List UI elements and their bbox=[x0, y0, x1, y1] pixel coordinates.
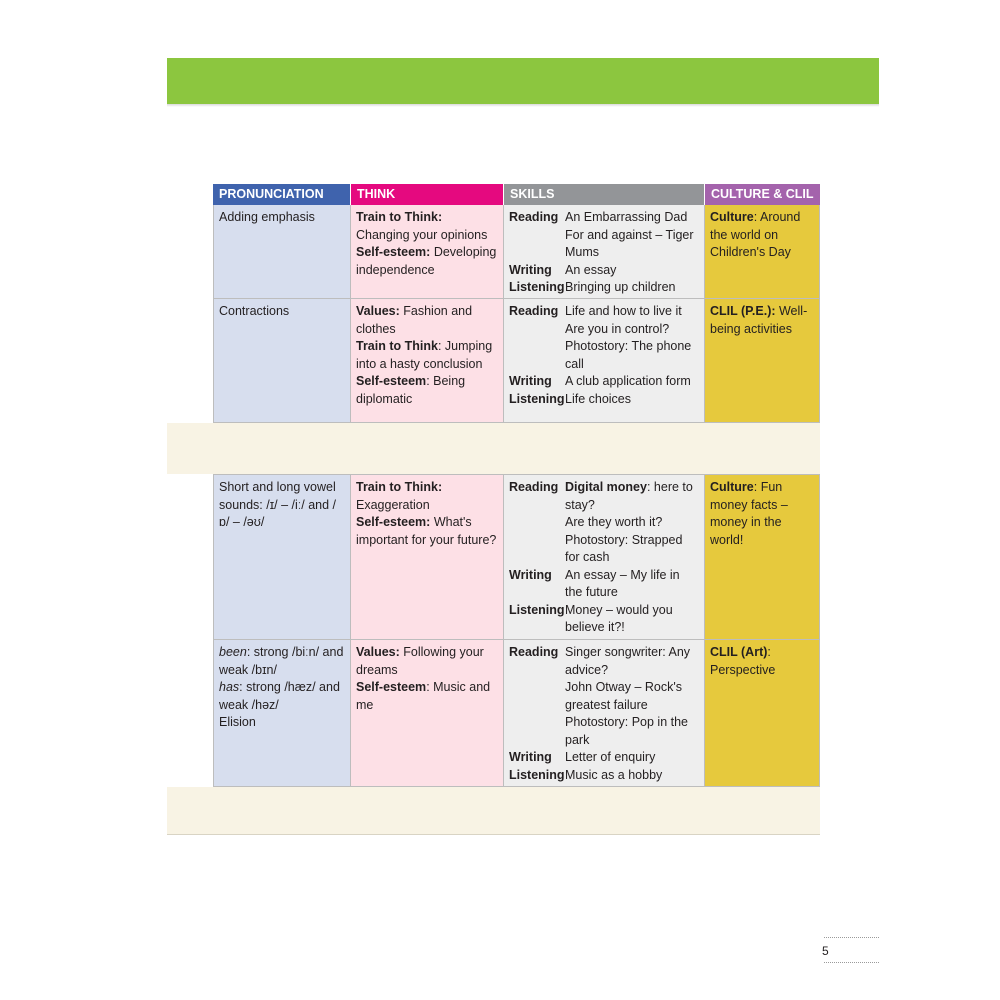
think-item: Train to Think: Jumping into a hasty conclusion bbox=[356, 339, 493, 371]
row4-culture: CLIL (Art): Perspective bbox=[705, 640, 820, 787]
think-item: Self-esteem: Developing independence bbox=[356, 245, 497, 277]
row3-skills bbox=[504, 474, 705, 640]
page-number: 5 bbox=[822, 944, 829, 958]
row2-skills bbox=[504, 299, 705, 423]
header-skills: SKILLS bbox=[504, 184, 705, 205]
header-culture: CULTURE & CLIL bbox=[705, 184, 820, 205]
think-item: Self-esteem: What's important for your future? bbox=[356, 515, 497, 547]
think-item: Self-esteem: Music and me bbox=[356, 680, 491, 712]
row2-pronunciation: Contractions bbox=[213, 299, 351, 423]
header-pronunciation: PRONUNCIATION bbox=[213, 184, 351, 205]
row1-culture: Culture: Around the world on Children's Day bbox=[705, 205, 820, 299]
row4-skills bbox=[504, 640, 705, 787]
row2-think bbox=[351, 299, 504, 423]
think-item: Train to Think: Exaggeration bbox=[356, 480, 443, 512]
skill-reading: Reading Singer songwriter: Any advice? John Otway – Rock's greatest failure Photostory: Pop in the park bbox=[509, 645, 691, 747]
unit-header-bar bbox=[167, 58, 879, 104]
header-shadow bbox=[167, 104, 879, 107]
skill-listening: Listening Music as a hobby bbox=[509, 767, 663, 782]
skill-writing: Writing A club application form bbox=[509, 374, 691, 388]
unit-divider-band bbox=[167, 423, 820, 474]
skill-reading: Reading An Embarrassing Dad For and against – Tiger Mums bbox=[509, 210, 694, 259]
row3-pronunciation: Short and long vowel sounds: /ɪ/ – /iː/ and /ɒ/ – /əʊ/ bbox=[213, 474, 351, 640]
row1-skills bbox=[504, 205, 705, 299]
row1-think bbox=[351, 205, 504, 299]
pron-item: been: strong /biːn/ and weak /bɪn/ bbox=[219, 645, 344, 677]
think-item: Values: Following your dreams bbox=[356, 645, 484, 677]
row3-culture: Culture: Fun money facts – money in the world! bbox=[705, 474, 820, 640]
think-item: Values: Fashion and clothes bbox=[356, 304, 473, 336]
row1-pronunciation bbox=[213, 205, 351, 299]
page-number-rule-top bbox=[824, 937, 879, 938]
row4-think bbox=[351, 640, 504, 787]
skill-writing: Writing An essay bbox=[509, 262, 617, 277]
row3-think bbox=[351, 474, 504, 640]
skill-listening: Listening Life choices bbox=[509, 391, 632, 406]
unit-divider-band bbox=[167, 787, 820, 835]
skill-writing: Writing An essay – My life in the future bbox=[509, 567, 680, 599]
header-think: THINK bbox=[351, 184, 504, 205]
skill-writing: Writing Letter of enquiry bbox=[509, 750, 656, 764]
think-item: Self-esteem: Being diplomatic bbox=[356, 374, 466, 406]
skill-listening: Listening Bringing up children bbox=[509, 280, 676, 294]
row4-pronunciation bbox=[213, 640, 351, 787]
pron-item: has: strong /hæz/ and weak /həz/ bbox=[219, 680, 340, 712]
skill-listening: Listening Money – would you believe it?! bbox=[509, 602, 673, 634]
row2-culture: CLIL (P.E.): Well-being activities bbox=[705, 299, 820, 423]
page-number-rule-bottom bbox=[824, 962, 879, 963]
row1-pron-text: Adding emphasis bbox=[219, 210, 315, 224]
pron-item: Elision bbox=[219, 715, 256, 729]
think-item: Train to Think: Changing your opinions bbox=[356, 210, 488, 242]
skill-reading: Reading Life and how to live it Are you in control? Photostory: The phone call bbox=[509, 304, 692, 371]
skill-reading: Reading Digital money: here to stay? Are they worth it? Photostory: Strapped for cash bbox=[509, 480, 693, 564]
